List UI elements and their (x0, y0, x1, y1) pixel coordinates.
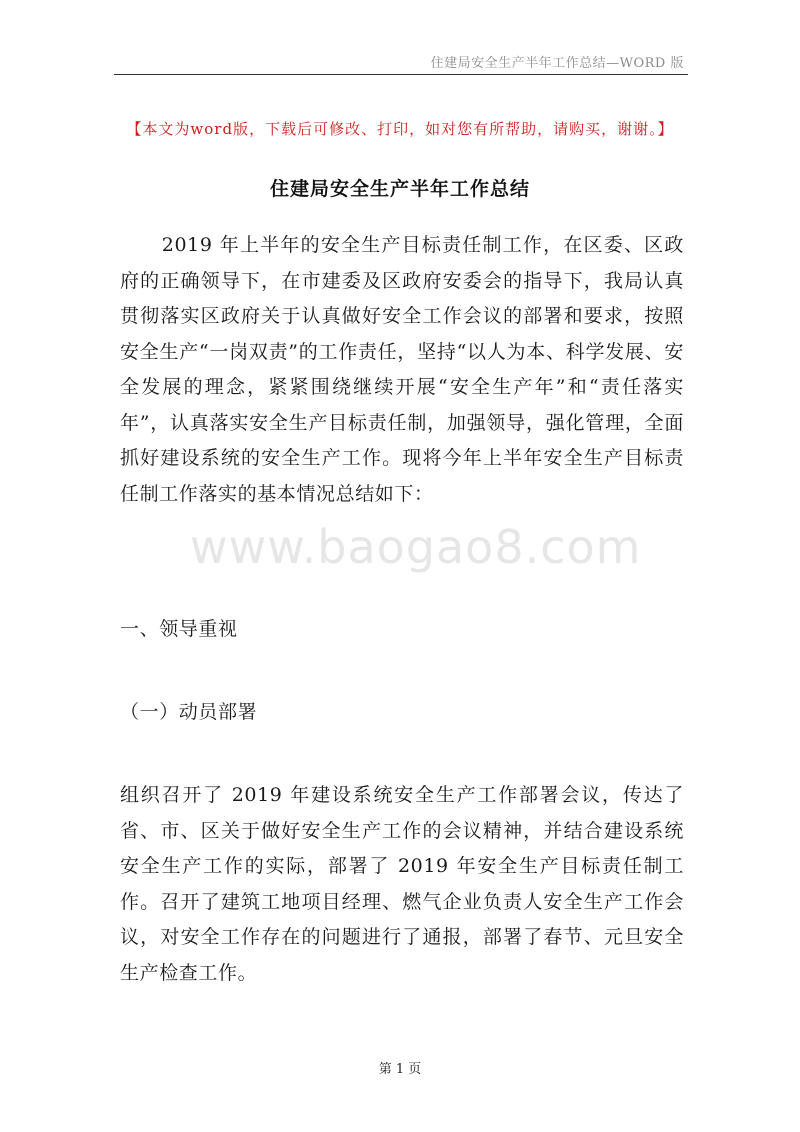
subsection-body: 组织召开了 2019 年建设系统安全生产工作部署会议，传达了省、市、区关于做好安全生产工作的会议精神，并结合建设系统安全生产工作的实际，部署了 2019 年安全生产目标责任制工作。召开了建筑工地项目经理、燃气企业负责人安全生产工作会议，对安全工作存在的问题进行了通报，部署了春节、元旦安全生产检查工作。 (120, 784, 684, 984)
page-number: 第 1 页 (378, 1062, 422, 1077)
purchase-notice: 【本文为word版，下载后可修改、打印，如对您有所帮助，请购买，谢谢。】 (126, 120, 674, 138)
document-title: 住建局安全生产半年工作总结 (269, 178, 530, 200)
header-rule (114, 74, 688, 75)
intro-paragraph: 2019 年上半年的安全生产目标责任制工作，在区委、区政府的正确领导下，在市建委及区政府安委会的指导下，我局认真贯彻落实区政府关于认真做好安全工作会议的部署和要求，按照安全生产“一岗双责”的工作责任，坚持“以人为本、科学发展、安全发展的理念，紧紧围绕继续开展“安全生产年”和“责任落实年”，认真落实安全生产目标责任制，加强领导，强化管理，全面抓好建设系统的安全生产工作。现将今年上半年安全生产目标责任制工作落实的基本情况总结如下： (120, 234, 684, 505)
section-heading: 一、领导重视 (120, 618, 238, 640)
running-title: 住建局安全生产半年工作总结—WORD 版 (430, 56, 684, 71)
subsection-heading: （一）动员部署 (120, 701, 258, 723)
watermark: www.baogao8.com (190, 520, 642, 574)
